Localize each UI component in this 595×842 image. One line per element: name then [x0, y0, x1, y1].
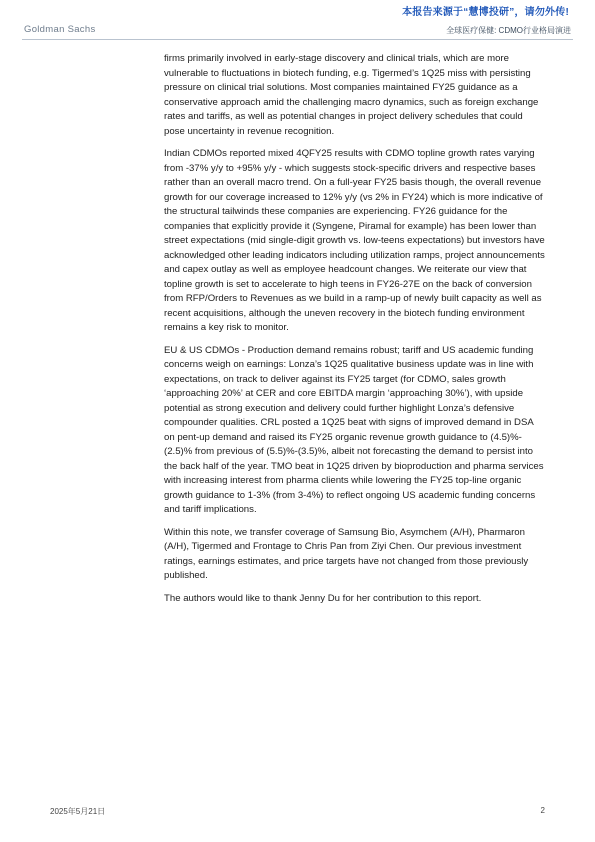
body-paragraph-2: Indian CDMOs reported mixed 4QFY25 results with CDMO topline growth rates varying from -37% y/y to +95% y/y - which suggests stock-specific drivers and respective bases rather than an overall macro trend. On a full-year FY25 basis though, the overall revenue growth for our coverage increased to 12% y/y (vs 2% in FY24) which is more indicative of the structural tailwinds these companies are experiencing. FY26 guidance for the companies that explicitly provide it (Syngene, Piramal for example) has been lower than street expectations (mid single-digit growth vs. low-teens expectations) but investors have acknowledged other leading indicators including utilization ramps, project announcements and capex outlay as well as employee headcount changes. We reiterate our view that topline growth is set to accelerate to high teens in FY26-27E on the back of conversion from RFP/Orders to Revenues as we build in a ramp-up of newly built capacity as well as recent acquisitions, although the uneven recovery in the biotech funding environment remains a key risk to monitor. — [164, 148, 545, 333]
header-divider — [22, 39, 573, 40]
watermark-notice: 本报告来源于“慧博投研”，请勿外传! — [402, 7, 569, 18]
report-body — [164, 52, 546, 614]
body-paragraph-5: The authors would like to thank Jenny Du for her contribution to this report. — [164, 592, 482, 604]
report-subtitle: 全球医疗保健: CDMO行业格局演进 — [446, 26, 571, 35]
body-paragraph-1: firms primarily involved in early-stage discovery and clinical trials, which are more vulnerable to fluctuations in biotech funding, e.g. Tigermed’s 1Q25 miss with persisting pressure on clinical trial solutions. Most companies maintained FY25 guidance as a conservative approach amid the challenging macro dynamics, such as foreign exchange rates and tariffs, as well as potential changes in project delivery schedules that could pose uncertainty in revenue recognition. — [164, 53, 539, 137]
body-paragraph-4: Within this note, we transfer coverage of Samsung Bio, Asymchem (A/H), Pharmaron (A/H), Tigermed and Frontage to Chris Pan from Ziyi Chen. Our previous investment ratings, earnings estimates, and price targets have not changed from those previously published. — [164, 526, 529, 581]
footer-date: 2025年5月21日 — [50, 807, 106, 816]
brand-name: Goldman Sachs — [24, 24, 96, 35]
page-number: 2 — [540, 806, 545, 815]
body-paragraph-3: EU & US CDMOs - Production demand remains robust; tariff and US academic funding concerns weigh on earnings: Lonza’s 1Q25 qualitative business update was in line with expectations, on track to deliver against its FY25 target (for CDMO, sales growth ‘approaching 20%’ at CER and core EBITDA margin ‘approaching 30%’), with upside potential as strong execution and delivery could further highlight Lonza’s defensive compounder qualities. CRL posted a 1Q25 beat with signs of improved demand in DSA on pent-up demand and raised its FY25 organic revenue growth guidance to (4.5)%-(2.5)% from previous of (5.5)%-(3.5)%, albeit not forecasting the demand to persist into the back half of the year. TMO beat in 1Q25 driven by bioproduction and pharma services with increasing interest from pharma clients while lowering the FY25 top-line organic growth guidance to 1-3% (from 3-4%) to reflect ongoing US academic funding concerns and tariff implications. — [164, 344, 544, 515]
